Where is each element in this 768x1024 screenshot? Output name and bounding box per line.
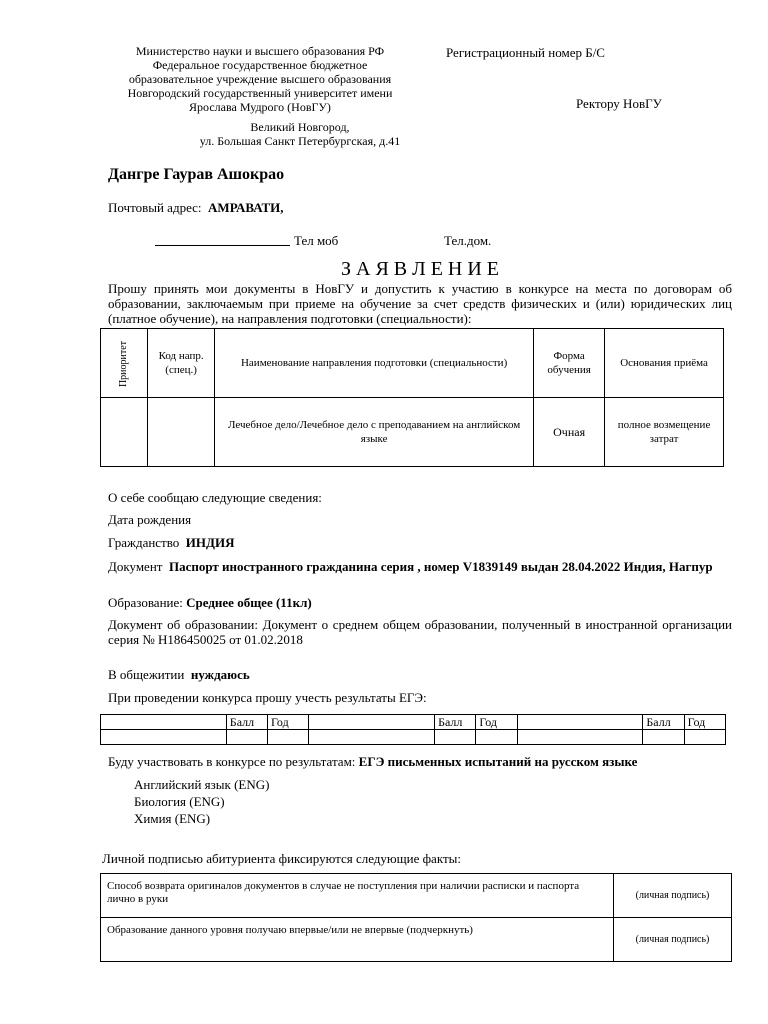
ege-year-label: Год (684, 715, 725, 730)
fact-text: Способ возврата оригиналов документов в случае не поступления при наличии расписки и паспорта лично в руки (101, 874, 614, 918)
org-street: ул. Большая Санкт Петербургская, д.41 (199, 134, 401, 148)
ege-subject-cell (309, 715, 435, 730)
request-text: Прошу принять мои документы в НовГУ и допустить к участию в конкурсе на места по договорам об образовании, заключаемым при приеме на обучение за счет средств физических и (или) юридических лиц (платное обучение), на направления подготовки (специальности): (108, 281, 732, 326)
citizenship-label: Гражданство (108, 535, 180, 550)
ege-cell (517, 730, 643, 745)
org-address (150, 120, 450, 148)
ege-cell (309, 730, 435, 745)
org-city: Великий Новгород, (250, 120, 350, 134)
ege-cell (643, 730, 684, 745)
education-label: Образование: (108, 595, 183, 610)
organization-header (110, 44, 410, 114)
facts-table (100, 873, 732, 962)
exams-label: Буду участвовать в конкурсе по результатам: (108, 754, 356, 769)
table-row (101, 398, 724, 467)
postal-address-value: АМРАВАТИ, (208, 200, 284, 215)
org-line: Федеральное государственное бюджетное (152, 58, 368, 72)
ege-cell (101, 730, 227, 745)
program-table (100, 328, 724, 467)
header-code: Код напр. (спец.) (148, 329, 215, 398)
table-row (101, 874, 732, 918)
ege-intro: При проведении конкурса прошу учесть результаты ЕГЭ: (108, 690, 427, 705)
signature-cell: (личная подпись) (614, 918, 732, 962)
exams-value: ЕГЭ письменных испытаний на русском языке (358, 754, 638, 769)
document-label: Документ (108, 559, 163, 574)
ege-cell (684, 730, 725, 745)
header-form: Форма обучения (534, 329, 605, 398)
ege-score-label: Балл (643, 715, 684, 730)
ege-cell (268, 730, 309, 745)
org-line: Ярослава Мудрого (НовГУ) (189, 100, 331, 114)
ege-subject-cell (517, 715, 643, 730)
postal-address (108, 200, 284, 215)
list-item: Биология (ENG) (134, 794, 225, 809)
header-program-name: Наименование направления подготовки (специальности) (215, 329, 534, 398)
ege-subject-cell (101, 715, 227, 730)
phone-home-label: Тел.дом. (444, 233, 492, 248)
row-basis: полное возмещение затрат (605, 398, 724, 467)
org-line: Новгородский государственный университет имени (127, 86, 393, 100)
exam-subjects (134, 777, 269, 826)
list-item: Английский язык (ENG) (134, 777, 270, 792)
dormitory (108, 667, 250, 682)
addressee: Ректору НовГУ (576, 96, 662, 111)
education-document: Документ об образовании: Документ о среднем общем образовании, полученный в иностранной организации серия № Н186450025 от 01.02.2018 (108, 617, 732, 647)
birth-date-label: Дата рождения (108, 512, 192, 527)
row-code (148, 398, 215, 467)
dormitory-value: нуждаюсь (190, 667, 250, 682)
signature-cell: (личная подпись) (614, 874, 732, 918)
registration-number: Регистрационный номер Б/С (446, 45, 605, 60)
row-priority (101, 398, 148, 467)
dormitory-label: В общежитии (108, 667, 185, 682)
ege-table (100, 714, 726, 745)
ege-table-row (101, 730, 726, 745)
row-form: Очная (534, 398, 605, 467)
list-item: Химия (ENG) (134, 811, 211, 826)
ege-cell (476, 730, 517, 745)
fact-text: Образование данного уровня получаю впервые/или не впервые (подчеркнуть) (101, 918, 614, 962)
citizenship-value: ИНДИЯ (185, 535, 235, 550)
ege-year-label: Год (268, 715, 309, 730)
exams-line (108, 754, 637, 769)
phone-mobile-label: Тел моб (294, 233, 339, 248)
document-value: Паспорт иностранного гражданина серия , номер V1839149 выдан 28.04.2022 Индия, Нагпур (168, 559, 713, 574)
program-table-header (101, 329, 724, 398)
identity-document (108, 559, 732, 574)
org-line: образовательное учреждение высшего образования (128, 72, 392, 86)
table-row (101, 918, 732, 962)
education-value: Среднее общее (11кл) (186, 595, 312, 610)
ege-cell (435, 730, 476, 745)
ege-score-label: Балл (435, 715, 476, 730)
ege-year-label: Год (476, 715, 517, 730)
education (108, 595, 312, 610)
facts-intro: Личной подписью абитуриента фиксируются следующие факты: (102, 851, 461, 866)
header-basis: Основания приёма (605, 329, 724, 398)
phone-line (155, 245, 290, 246)
citizenship (108, 535, 234, 550)
ege-table-header (101, 715, 726, 730)
ege-score-label: Балл (226, 715, 267, 730)
applicant-name: Дангре Гаурав Ашокрао (108, 166, 285, 183)
row-program-name: Лечебное дело/Лечебное дело с преподаванием на английском языке (215, 398, 534, 467)
info-intro: О себе сообщаю следующие сведения: (108, 490, 322, 505)
ege-cell (226, 730, 267, 745)
document-title: З А Я В Л Е Н И Е (340, 258, 500, 280)
org-line: Министерство науки и высшего образования РФ (135, 44, 385, 58)
header-priority: Приоритет (101, 329, 148, 398)
postal-address-label: Почтовый адрес: (108, 200, 202, 215)
